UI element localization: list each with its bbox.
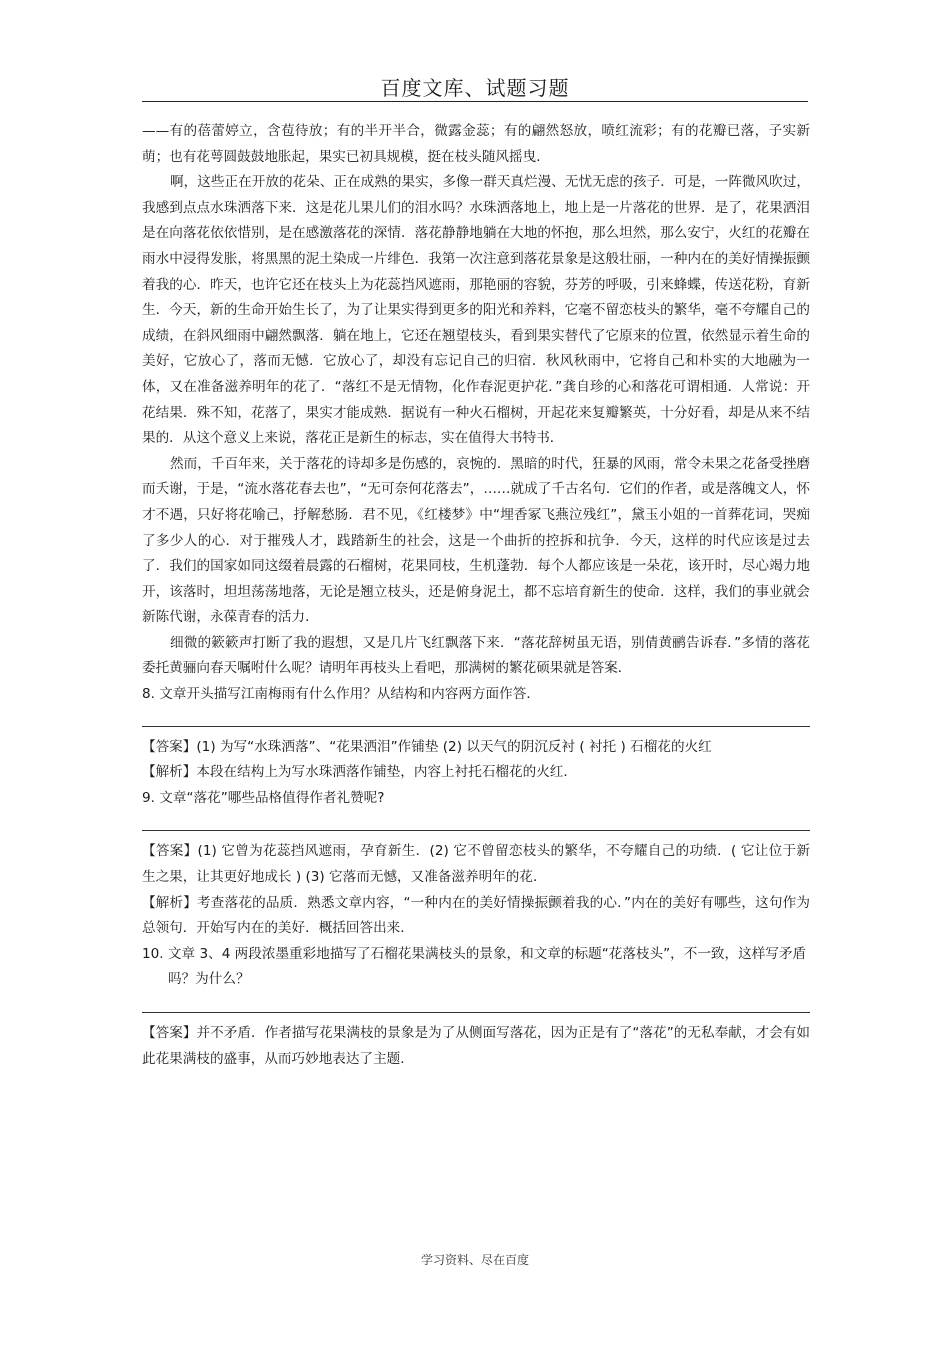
header-divider: [142, 101, 808, 102]
passage-paragraph-1: ——有的蓓蕾婷立，含苞待放；有的半开半合，微露金蕊；有的翩然怒放，喷红流彩；有的花瓣已落，子实新萌；也有花萼圆鼓鼓地胀起，果实已初具规模，挺在枝头随风摇曳．: [142, 123, 810, 165]
analysis-8: 【解析】本段在结构上为写水珠洒落作铺垫，内容上衬托石榴花的火红．: [142, 764, 577, 781]
question-8: 8. 文章开头描写江南梅雨有什么作用？从结构和内容两方面作答．: [142, 686, 540, 703]
answer-8: 【答案】(1) 为写“水珠洒落”、“花果洒泪”作铺垫 (2) 以天气的阴沉反衬 ( 衬托 ) 石榴花的火红: [142, 738, 712, 755]
answer-line-9: [142, 830, 810, 831]
question-9: 9. 文章“落花”哪些品格值得作者礼赞呢?: [142, 789, 385, 806]
page-header-title: 百度文库、试题习题: [380, 76, 570, 100]
analysis-9: 【解析】考查落花的品质．熟悉文章内容，“一种内在的美好情操振颤着我的心．”内在的美好有哪些，这句作为总领句．开始写内在的美好．概括回答出来．: [142, 894, 810, 937]
passage-paragraph-2: 啊，这些正在开放的花朵、正在成熟的果实，多像一群天真烂漫、无忧无虑的孩子．可是，一阵微风吹过，我感到点点水珠洒落下来．这是花儿果儿们的泪水吗？水珠洒落地上，地上是一片落花的世界．是了，花果洒泪是在向落花依依惜别，是在感激落花的深情．落花静静地躺在大地的怀抱，那么坦然，那么安宁，火红的花瓣在雨水中浸得发胀，将黑黑的泥土染成一片绯色．我第一次注意到落花景象是这般壮丽，一种内在的美好情操振颤着我的心．昨天，也许它还在枝头上为花蕊挡风遮雨，那艳丽的容貌，芬芳的呼吸，引来蜂蝶，传送花粉，育新生．今天，新的生命开始生长了，为了让果实得到更多的阳光和养料，它毫不留恋枝头的繁华，毫不夸耀自己的成绩，在斜风细雨中翩然飘落．躺在地上，它还在翘望枝头，看到果实替代了它原来的位置，依然显示着生命的美好，它放心了，落而无憾．它放心了，却没有忘记自己的归宿．秋风秋雨中，它将自己和朴实的大地融为一体，又在准备滋养明年的花了．“落红不是无情物，化作春泥更护花．”龚自珍的心和落花可谓相通．人常说：开花结果．殊不知，花落了，果实才能成熟．据说有一种火石榴树，开起花来复瓣繁英，十分好看，却是从来不结果的．从这个意义上来说，落花正是新生的标志，实在值得大书特书．: [142, 174, 810, 447]
answer-10: 【答案】并不矛盾．作者描写花果满枝的景象是为了从侧面写落花，因为正是有了“落花”的无私奉献，才会有如此花果满枝的盛事，从而巧妙地表达了主题．: [142, 1025, 810, 1067]
page-footer: 学习资料、尽在百度: [420, 1253, 529, 1267]
answer-line-8: [142, 726, 810, 727]
passage-paragraph-3: 然而，千百年来，关于落花的诗却多是伤感的，哀惋的．黑暗的时代，狂暴的风雨，常令未果之花备受挫磨而夭谢，于是，“流水落花春去也”，“无可奈何花落去”，……就成了千古名句．它们的作者，或是落魄文人，怀才不遇，只好将花喻己，抒解愁肠．君不见，《红楼梦》中“埋香冢飞燕泣残红”，黛玉小姐的一首葬花词，哭痴了多少人的心．对于摧残人才，践踏新生的社会，这是一个曲折的控拆和抗争．今天，这样的时代应该是过去了．我们的国家如同这缀着晨露的石榴树，花果同枝，生机蓬勃．每个人都应该是一朵花，该开时，尽心竭力地开，该落时，坦坦荡荡地落，无论是翘立枝头，还是俯身泥土，都不忘培育新生的使命．这样，我们的事业就会新陈代谢，永葆青春的活力．: [142, 455, 810, 626]
document-body: [142, 119, 810, 1072]
answer-9: 【答案】(1) 它曾为花蕊挡风遮雨，孕育新生．(2) 它不曾留恋枝头的繁华，不夸耀自己的功绩．( 它让位于新生之果，让其更好地成长 ) (3) 它落而无憾，又准备滋养明年的花．: [142, 843, 810, 886]
question-10: 10. 文章 3、4 两段浓墨重彩地描写了石榴花果满枝头的景象，和文章的标题“花落枝头”，不一致，这样写矛盾吗？为什么？: [142, 945, 807, 988]
answer-line-10: [142, 1012, 810, 1013]
passage-paragraph-4: 细微的簌簌声打断了我的遐想，又是几片飞红飘落下来．“落花辞树虽无语，别倩黄鹂告诉春．”多情的落花委托黄骊向春天嘱咐什么呢？请明年再枝头上看吧，那满树的繁花硕果就是答案．: [142, 634, 810, 677]
